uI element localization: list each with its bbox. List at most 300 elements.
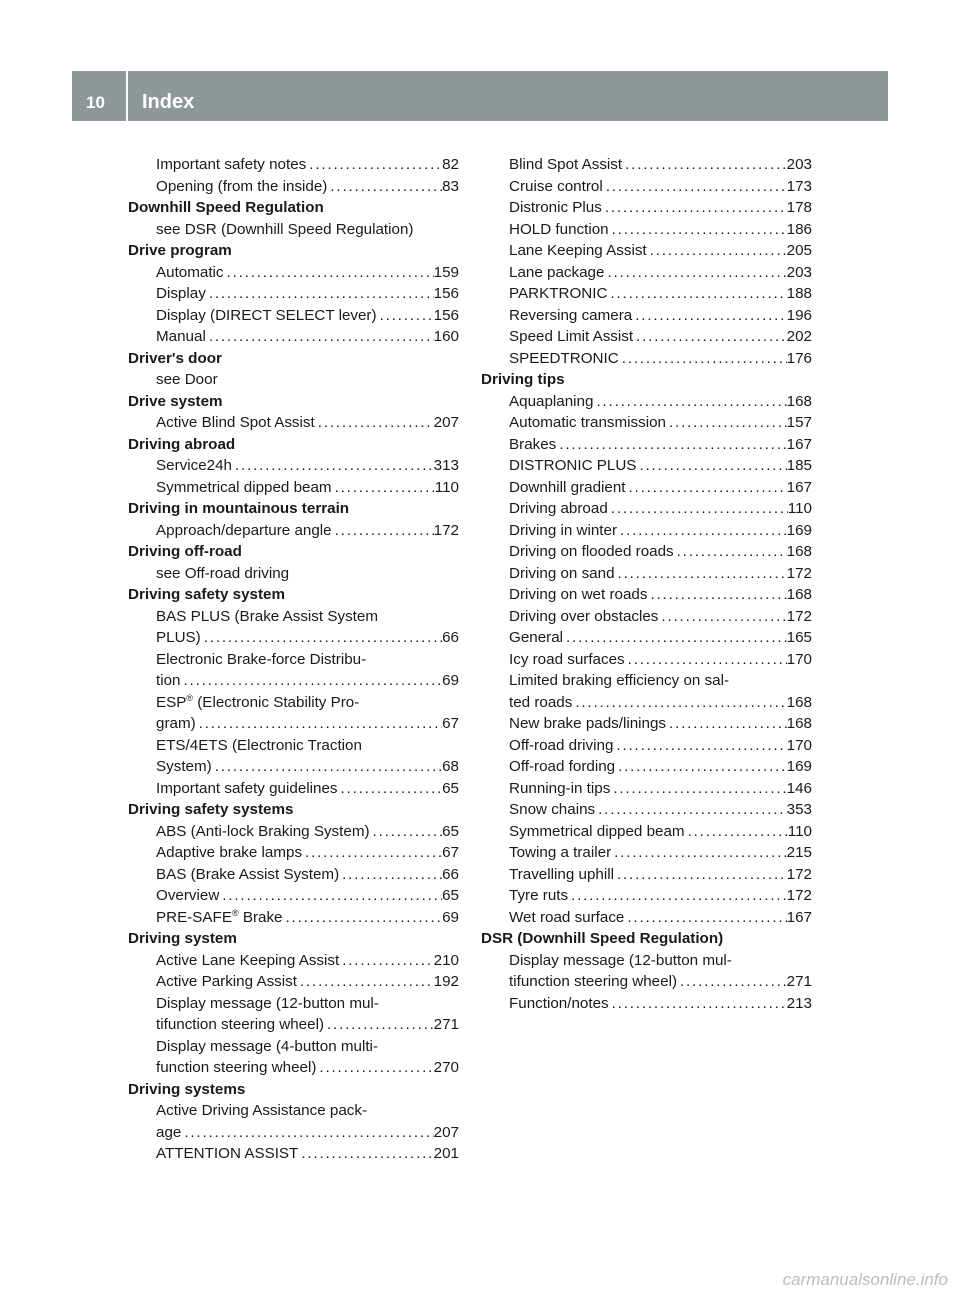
index-entry bbox=[481, 842, 812, 864]
entry-label-text: Important safety guidelines bbox=[156, 779, 338, 797]
dot-leader bbox=[666, 713, 787, 735]
entry-label bbox=[509, 885, 568, 907]
entry-label-text: Driving on wet roads bbox=[509, 586, 648, 603]
page-ref[interactable]: 172 bbox=[433, 521, 459, 539]
entry-label bbox=[156, 864, 339, 886]
entry-label bbox=[509, 520, 617, 542]
index-entry bbox=[481, 563, 812, 585]
page-ref[interactable]: 65 bbox=[442, 887, 459, 904]
entry-label bbox=[156, 842, 302, 864]
page-ref[interactable]: 65 bbox=[442, 779, 459, 797]
dot-leader bbox=[332, 477, 435, 499]
entry-label bbox=[156, 1057, 316, 1079]
index-heading: Driving safety systems bbox=[128, 801, 294, 818]
entry-label bbox=[156, 1143, 298, 1165]
index-entry bbox=[481, 176, 812, 198]
page-ref[interactable]: 82 bbox=[442, 156, 459, 173]
index-entry bbox=[481, 283, 812, 305]
entry-label-text: age bbox=[156, 1123, 182, 1141]
dot-leader bbox=[306, 154, 442, 176]
entry-label bbox=[156, 821, 370, 843]
page-ref[interactable]: 65 bbox=[442, 822, 459, 840]
page-ref[interactable]: 207 bbox=[433, 414, 459, 431]
dot-leader bbox=[615, 756, 787, 778]
dot-leader bbox=[206, 283, 434, 305]
entry-label-text: Blind Spot Assist bbox=[509, 156, 623, 173]
index-entry bbox=[481, 348, 812, 370]
index-entry bbox=[481, 971, 812, 993]
entry-label-text: Opening (from the inside) bbox=[156, 177, 328, 195]
entry-label bbox=[509, 649, 625, 671]
index-entry bbox=[481, 434, 812, 456]
page-ref[interactable]: 173 bbox=[786, 177, 812, 195]
dot-leader bbox=[283, 907, 443, 929]
index-entry bbox=[481, 477, 812, 499]
dot-leader bbox=[219, 885, 442, 907]
index-subline bbox=[128, 692, 459, 714]
entry-label-text: Display (DIRECT SELECT lever) bbox=[156, 306, 377, 324]
entry-label-text: Driving abroad bbox=[509, 500, 608, 517]
section-title: Index bbox=[142, 91, 195, 113]
entry-label bbox=[509, 584, 647, 606]
dot-leader bbox=[626, 477, 787, 499]
index-entry bbox=[128, 864, 459, 886]
entry-label-text: Adaptive brake lamps bbox=[156, 844, 303, 861]
entry-label-text: Service24h bbox=[156, 457, 232, 474]
page-ref[interactable]: 270 bbox=[433, 1059, 459, 1076]
entry-label bbox=[509, 541, 674, 563]
entry-label bbox=[156, 176, 327, 198]
page-ref[interactable]: 68 bbox=[442, 758, 459, 775]
entry-label-text: Lane package bbox=[509, 263, 605, 281]
entry-label-text: Display bbox=[156, 285, 206, 302]
page-ref[interactable]: 69 bbox=[442, 672, 459, 689]
page-ref[interactable]: 157 bbox=[786, 414, 812, 431]
dot-leader bbox=[181, 670, 443, 692]
dot-leader bbox=[615, 563, 787, 585]
entry-label-text: General bbox=[509, 629, 564, 646]
page-ref[interactable]: 213 bbox=[786, 994, 812, 1012]
page-ref[interactable]: 207 bbox=[433, 1123, 459, 1141]
entry-label-text: Distronic Plus bbox=[509, 199, 602, 216]
page-ref[interactable]: 168 bbox=[786, 543, 812, 560]
index-entry bbox=[128, 885, 459, 907]
page-ref[interactable]: 172 bbox=[786, 607, 812, 625]
page-ref[interactable]: 167 bbox=[786, 478, 812, 496]
index-entry bbox=[481, 240, 812, 262]
dot-leader bbox=[609, 219, 787, 241]
index-entry bbox=[128, 326, 459, 348]
index-heading: Driving system bbox=[128, 930, 237, 947]
index-entry bbox=[481, 713, 812, 735]
entry-label bbox=[509, 756, 615, 778]
entry-label-text: HOLD function bbox=[509, 220, 609, 238]
entry-label bbox=[509, 563, 615, 585]
page-ref[interactable]: 210 bbox=[433, 951, 459, 969]
entry-label bbox=[509, 305, 632, 327]
dot-leader bbox=[674, 541, 787, 563]
entry-label bbox=[509, 326, 633, 348]
dot-leader bbox=[658, 606, 786, 628]
entry-label bbox=[156, 627, 201, 649]
page-ref[interactable]: 156 bbox=[433, 306, 459, 324]
entry-label bbox=[156, 756, 212, 778]
page-ref[interactable]: 146 bbox=[786, 779, 812, 797]
index-subline: ETS/4ETS (Electronic Traction bbox=[156, 736, 362, 754]
dot-leader bbox=[206, 326, 434, 348]
entry-label-text: New brake pads/linings bbox=[509, 715, 667, 732]
entry-label-text: Driving in winter bbox=[509, 521, 618, 539]
page-ref[interactable]: 169 bbox=[786, 758, 812, 775]
page-ref[interactable]: 168 bbox=[786, 715, 812, 732]
page-ref[interactable]: 110 bbox=[787, 822, 812, 840]
page-ref[interactable]: 110 bbox=[787, 500, 812, 517]
entry-label-text: Active Parking Assist bbox=[156, 973, 297, 990]
dot-leader bbox=[607, 283, 786, 305]
entry-label-text: ATTENTION ASSIST bbox=[156, 1145, 299, 1162]
page-ref[interactable]: 172 bbox=[786, 564, 812, 582]
index-entry bbox=[128, 1122, 459, 1144]
index-entry bbox=[128, 950, 459, 972]
page-ref[interactable]: 313 bbox=[433, 457, 459, 474]
entry-label-text: Important safety notes bbox=[156, 156, 307, 173]
index-entry bbox=[481, 627, 812, 649]
page-ref[interactable]: 160 bbox=[433, 328, 459, 345]
entry-label bbox=[156, 520, 332, 542]
dot-leader bbox=[632, 305, 786, 327]
dot-leader bbox=[572, 692, 786, 714]
index-entry bbox=[481, 391, 812, 413]
dot-leader bbox=[609, 993, 787, 1015]
page-ref[interactable]: 271 bbox=[786, 973, 812, 990]
index-entry bbox=[481, 907, 812, 929]
entry-label-text: Running-in tips bbox=[509, 779, 611, 797]
entry-label-text: Off-road driving bbox=[509, 736, 614, 754]
index-heading: Driver's door bbox=[128, 349, 222, 367]
page-ref[interactable]: 168 bbox=[786, 392, 812, 410]
page-ref[interactable]: 192 bbox=[433, 973, 459, 990]
page-ref[interactable]: 172 bbox=[786, 865, 812, 883]
entry-label bbox=[156, 283, 206, 305]
page-ref[interactable]: 172 bbox=[786, 887, 812, 904]
registered-mark: ® bbox=[186, 692, 194, 703]
page-ref[interactable]: 205 bbox=[786, 242, 812, 259]
entry-label-text: Cruise control bbox=[509, 177, 603, 195]
entry-label bbox=[509, 713, 666, 735]
entry-label-text: Automatic transmission bbox=[509, 414, 666, 431]
index-heading: Driving tips bbox=[481, 371, 565, 388]
entry-label bbox=[509, 240, 647, 262]
index-entry bbox=[128, 1014, 459, 1036]
entry-label-text: PLUS) bbox=[156, 629, 201, 646]
entry-label-text: DISTRONIC PLUS bbox=[509, 457, 637, 474]
dot-leader bbox=[624, 907, 786, 929]
dot-leader bbox=[339, 864, 442, 886]
index-entry bbox=[128, 412, 459, 434]
entry-label bbox=[156, 885, 219, 907]
page-ref[interactable]: 215 bbox=[786, 844, 812, 861]
index-entry bbox=[481, 326, 812, 348]
dot-leader bbox=[633, 326, 787, 348]
dot-leader bbox=[224, 262, 434, 284]
index-entry bbox=[128, 520, 459, 542]
index-entry bbox=[481, 584, 812, 606]
page-ref[interactable]: 66 bbox=[442, 629, 459, 646]
entry-label-text: ted roads bbox=[509, 693, 573, 711]
dot-leader bbox=[617, 520, 787, 542]
entry-label-text: function steering wheel) bbox=[156, 1059, 317, 1076]
dot-leader bbox=[677, 971, 787, 993]
index-entry bbox=[128, 821, 459, 843]
subline-text: ESP bbox=[156, 693, 187, 711]
index-entry bbox=[481, 606, 812, 628]
index-heading: Driving safety system bbox=[128, 586, 286, 603]
index-entry bbox=[128, 778, 459, 800]
dot-leader bbox=[377, 305, 434, 327]
entry-label-rest: Brake bbox=[238, 908, 283, 926]
entry-label-text: PRE-SAFE bbox=[156, 908, 232, 926]
entry-label-text: Overview bbox=[156, 887, 220, 904]
dot-leader bbox=[647, 240, 787, 262]
page-ref[interactable]: 203 bbox=[786, 263, 812, 281]
dot-leader bbox=[593, 391, 786, 413]
entry-label-text: gram) bbox=[156, 715, 196, 732]
index-entry bbox=[481, 305, 812, 327]
index-entry bbox=[481, 498, 812, 520]
dot-leader bbox=[232, 455, 434, 477]
index-entry bbox=[128, 756, 459, 778]
index-heading: Driving abroad bbox=[128, 435, 236, 453]
header-divider bbox=[126, 71, 128, 121]
entry-label bbox=[156, 412, 315, 434]
entry-label bbox=[156, 326, 206, 348]
page-ref[interactable]: 170 bbox=[786, 650, 812, 668]
index-entry bbox=[481, 520, 812, 542]
page-ref[interactable]: 167 bbox=[786, 908, 812, 926]
page-ref[interactable]: 353 bbox=[786, 801, 812, 818]
dot-leader bbox=[302, 842, 442, 864]
entry-label-text: Approach/departure angle bbox=[156, 521, 332, 539]
entry-label bbox=[156, 305, 377, 327]
registered-mark: ® bbox=[231, 907, 239, 918]
page-ref[interactable]: 167 bbox=[786, 435, 812, 453]
page-header bbox=[72, 71, 888, 121]
index-entry bbox=[481, 197, 812, 219]
entry-label bbox=[509, 412, 666, 434]
entry-label bbox=[156, 713, 196, 735]
entry-label bbox=[509, 864, 614, 886]
index-column-right bbox=[481, 154, 812, 1014]
entry-label-text: Active Blind Spot Assist bbox=[156, 414, 315, 431]
entry-label bbox=[509, 799, 595, 821]
entry-label-text: Travelling uphill bbox=[509, 865, 614, 883]
dot-leader bbox=[181, 1122, 433, 1144]
page-ref[interactable]: 203 bbox=[786, 156, 812, 173]
index-subline: BAS PLUS (Brake Assist System bbox=[156, 607, 378, 625]
dot-leader bbox=[338, 778, 443, 800]
entry-label bbox=[156, 262, 224, 284]
entry-label-text: Downhill gradient bbox=[509, 478, 626, 496]
index-entry bbox=[128, 713, 459, 735]
index-heading: Driving systems bbox=[128, 1080, 246, 1098]
entry-label bbox=[509, 262, 604, 284]
index-entry bbox=[481, 154, 812, 176]
index-entry bbox=[481, 262, 812, 284]
entry-label bbox=[156, 670, 181, 692]
page-ref[interactable]: 185 bbox=[786, 457, 812, 474]
index-entry bbox=[128, 842, 459, 864]
entry-label bbox=[509, 971, 677, 993]
entry-label bbox=[509, 627, 563, 649]
page-number: 10 bbox=[86, 93, 105, 112]
dot-leader bbox=[603, 176, 787, 198]
entry-label-text: PARKTRONIC bbox=[509, 285, 608, 302]
entry-label-text: Reversing camera bbox=[509, 306, 633, 324]
index-subline: see DSR (Downhill Speed Regulation) bbox=[156, 220, 414, 238]
index-heading: Drive program bbox=[128, 242, 232, 259]
entry-label bbox=[509, 348, 619, 370]
page-ref[interactable]: 67 bbox=[442, 715, 459, 732]
entry-label-text: Wet road surface bbox=[509, 908, 625, 926]
entry-label-text: Snow chains bbox=[509, 801, 596, 818]
index-entry bbox=[128, 455, 459, 477]
page-ref[interactable]: 188 bbox=[786, 285, 812, 302]
entry-label bbox=[509, 391, 593, 413]
index-subline: Display message (12-button mul- bbox=[509, 951, 732, 969]
page-ref[interactable]: 66 bbox=[442, 865, 459, 883]
entry-label bbox=[509, 907, 624, 929]
index-entry bbox=[481, 219, 812, 241]
page-ref[interactable]: 271 bbox=[433, 1016, 459, 1033]
page-ref[interactable]: 201 bbox=[433, 1145, 459, 1162]
index-entry bbox=[481, 541, 812, 563]
dot-leader bbox=[614, 864, 787, 886]
dot-leader bbox=[315, 412, 434, 434]
watermark: carmanualsonline.info bbox=[782, 1270, 948, 1289]
index-subline: Limited braking efficiency on sal- bbox=[509, 672, 730, 689]
index-entry bbox=[481, 778, 812, 800]
index-heading: Downhill Speed Regulation bbox=[128, 199, 324, 216]
dot-leader bbox=[556, 434, 786, 456]
page-ref[interactable]: 169 bbox=[786, 521, 812, 539]
index-entry bbox=[128, 971, 459, 993]
page-ref[interactable]: 159 bbox=[433, 263, 459, 281]
index-heading: Drive system bbox=[128, 392, 223, 410]
entry-label bbox=[509, 176, 603, 198]
page-ref[interactable]: 176 bbox=[786, 349, 812, 367]
page-ref[interactable]: 69 bbox=[442, 908, 459, 926]
index-subline: see Off-road driving bbox=[156, 564, 290, 582]
entry-label bbox=[156, 778, 338, 800]
index-entry bbox=[481, 455, 812, 477]
dot-leader bbox=[602, 197, 787, 219]
dot-leader bbox=[196, 713, 442, 735]
index-entry bbox=[481, 756, 812, 778]
dot-leader bbox=[685, 821, 788, 843]
entry-label bbox=[509, 434, 556, 456]
index-subline: Active Driving Assistance pack- bbox=[156, 1102, 368, 1119]
entry-label-text: Icy road surfaces bbox=[509, 650, 625, 668]
index-entry bbox=[481, 864, 812, 886]
dot-leader bbox=[613, 735, 786, 757]
entry-label bbox=[509, 219, 609, 241]
page-ref[interactable]: 168 bbox=[786, 693, 812, 711]
dot-leader bbox=[647, 584, 786, 606]
dot-leader bbox=[619, 348, 787, 370]
dot-leader bbox=[324, 1014, 434, 1036]
entry-label bbox=[509, 735, 613, 757]
page-ref[interactable]: 178 bbox=[786, 199, 812, 216]
page-ref[interactable]: 156 bbox=[433, 285, 459, 302]
index-heading: Driving off-road bbox=[128, 543, 242, 560]
entry-label bbox=[156, 1122, 181, 1144]
index-entry bbox=[128, 670, 459, 692]
entry-label bbox=[509, 477, 626, 499]
page-ref[interactable]: 196 bbox=[786, 306, 812, 324]
entry-label-text: Off-road fording bbox=[509, 758, 616, 775]
entry-label-text: tifunction steering wheel) bbox=[509, 973, 677, 990]
dot-leader bbox=[625, 649, 787, 671]
entry-label bbox=[156, 971, 297, 993]
entry-label-text: Driving over obstacles bbox=[509, 607, 659, 625]
page-ref[interactable]: 202 bbox=[786, 328, 812, 345]
dot-leader bbox=[563, 627, 787, 649]
entry-label bbox=[509, 154, 622, 176]
index-entry bbox=[128, 1143, 459, 1165]
dot-leader bbox=[604, 262, 786, 284]
entry-label-text: ABS (Anti-lock Braking System) bbox=[156, 822, 370, 840]
page-ref[interactable]: 83 bbox=[442, 177, 459, 195]
entry-label-text: Aquaplaning bbox=[509, 392, 594, 410]
entry-label-text: BAS (Brake Assist System) bbox=[156, 865, 340, 883]
entry-label bbox=[509, 993, 609, 1015]
dot-leader bbox=[327, 176, 442, 198]
entry-label-text: System) bbox=[156, 758, 212, 775]
index-entry bbox=[481, 821, 812, 843]
entry-label-text: tifunction steering wheel) bbox=[156, 1016, 324, 1033]
index-entry bbox=[481, 735, 812, 757]
entry-label-text: Towing a trailer bbox=[509, 844, 612, 861]
page-ref[interactable]: 170 bbox=[786, 736, 812, 754]
entry-label bbox=[509, 498, 608, 520]
index-entry bbox=[481, 799, 812, 821]
entry-label-text: Brakes bbox=[509, 435, 557, 453]
index-entry bbox=[128, 176, 459, 198]
index-entry bbox=[128, 283, 459, 305]
entry-label-text: Symmetrical dipped beam bbox=[509, 822, 685, 840]
dot-leader bbox=[201, 627, 442, 649]
index-entry bbox=[128, 1057, 459, 1079]
page-ref[interactable]: 165 bbox=[786, 629, 812, 646]
page-ref[interactable]: 186 bbox=[786, 220, 812, 238]
dot-leader bbox=[316, 1057, 433, 1079]
dot-leader bbox=[568, 885, 787, 907]
page-ref[interactable]: 110 bbox=[434, 478, 459, 496]
dot-leader bbox=[212, 756, 442, 778]
page-ref[interactable]: 67 bbox=[442, 844, 459, 861]
dot-leader bbox=[332, 520, 434, 542]
page-ref[interactable]: 168 bbox=[786, 586, 812, 603]
entry-label-text: Automatic bbox=[156, 263, 224, 281]
entry-label-text: Driving on sand bbox=[509, 564, 615, 582]
dot-leader bbox=[636, 455, 786, 477]
entry-label-text: Speed Limit Assist bbox=[509, 328, 634, 345]
index-entry bbox=[128, 907, 459, 929]
index-entry bbox=[128, 305, 459, 327]
dot-leader bbox=[339, 950, 433, 972]
dot-leader bbox=[622, 154, 787, 176]
entry-label bbox=[509, 842, 611, 864]
